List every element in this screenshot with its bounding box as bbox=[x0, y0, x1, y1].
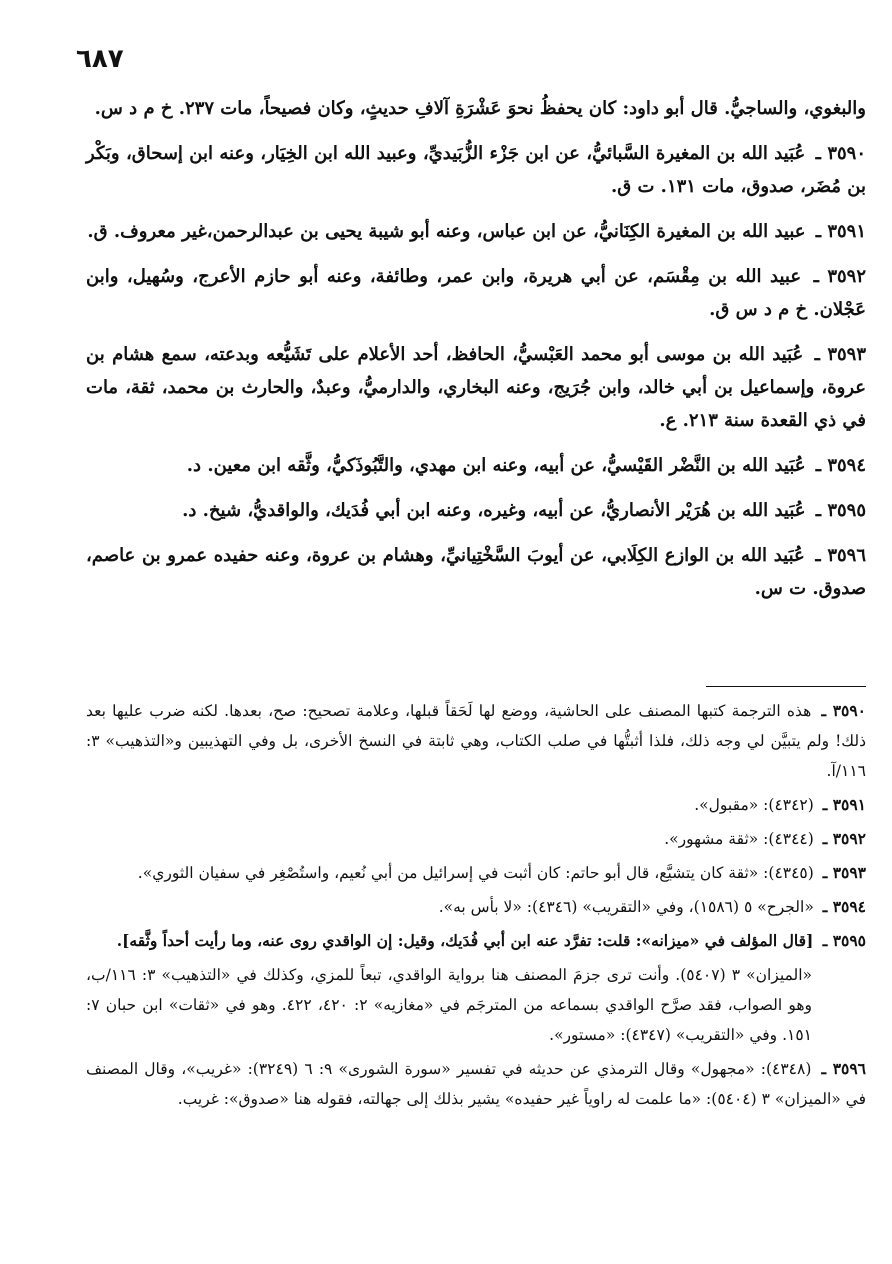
entry-3593 bbox=[86, 338, 866, 437]
footnotes bbox=[86, 696, 866, 1118]
footnote-text: (٤٣٤٢): «مقبول». bbox=[694, 796, 814, 814]
entry-3592 bbox=[86, 260, 866, 326]
footnote-text: هذه الترجمة كتبها المصنف على الحاشية، ووضع لها لَحَقاً قبلها، وعلامة تصحيح: صح، بعدها. لكنه ضرب عليها بعد ذلك! ولم يتبيَّن لي وجه ذلك، فلذا أثبتُّها في صلب الكتاب، وهي ثابتة في النسخ الأخرى، بل وفي التهذيبين و«التذهيب» ٣: ١١٦/آ. bbox=[86, 702, 866, 780]
entry-3594 bbox=[86, 449, 866, 482]
footnote-3595-continuation bbox=[86, 960, 866, 1050]
footnote-text: (٤٣٤٤): «ثقة مشهور». bbox=[664, 830, 814, 848]
footnote-text: (٤٣٤٥): «ثقة كان يتشيَّع، قال أبو حاتم: كان أثبت في إسرائيل من أبي نُعيم، واستُصْغِر في سفيان الثوري». bbox=[137, 864, 814, 882]
entry-text: عُبَيد الله بن هُرَيْر الأنصاريُّ، عن أبيه، وغيره، وعنه ابن أبي فُدَيك، والواقديُّ، شيخ. د. bbox=[182, 500, 806, 521]
footnote-text: «الجرح» ٥ (١٥٨٦)، وفي «التقريب» (٤٣٤٦): «لا بأس به». bbox=[438, 898, 814, 916]
footnote-3594 bbox=[86, 892, 866, 922]
footnote-3590 bbox=[86, 696, 866, 786]
entry-text: عبيد الله بن مِقْسَم، عن أبي هريرة، وابن عمر، وطائفة، وعنه أبو حازم الأعرج، وسُهيل، وابن عَجْلان. خ م د س ق. bbox=[86, 266, 866, 320]
entry-3595 bbox=[86, 494, 866, 527]
footnote-number: ٣٥٩٠ ـ bbox=[821, 701, 867, 720]
footnote-3592 bbox=[86, 824, 866, 854]
entry-3591 bbox=[86, 215, 866, 248]
entry-number: ٣٥٩٠ ـ bbox=[815, 143, 866, 164]
footnote-number: ٣٥٩٤ ـ bbox=[822, 897, 866, 916]
footnote-text: (٤٣٤٨): «مجهول» وقال الترمذي عن حديثه في تفسير «سورة الشورى» ٩: ٦ (٣٢٤٩): «غريب»، وقال المصنف في «الميزان» ٣ (٥٤٠٤): «ما علمت له راوياً غير حفيده» يشير بذلك إلى جهالته، فقوله هنا «صدوق»: غريب. bbox=[86, 1060, 866, 1108]
main-text bbox=[86, 92, 866, 617]
footnote-number: ٣٥٩٦ ـ bbox=[821, 1059, 866, 1078]
entry-text: عُبَيد الله بن الوازع الكِلَابي، عن أيوبَ السَّخْتِيانيِّ، وهشام بن عروة، وعنه حفيده عمرو بن عاصم، صدوق. ت س. bbox=[86, 545, 866, 599]
footnote-number: ٣٥٩٥ ـ bbox=[822, 931, 866, 950]
entry-continuation bbox=[86, 92, 866, 125]
footnote-text: [قال المؤلف في «ميزانه»: قلت: تفرَّد عنه ابن أبي فُدَيك، وقيل: إن الواقدي روى عنه، وما رأيت أحداً وثَّقه]. bbox=[116, 931, 814, 950]
entry-number: ٣٥٩٦ ـ bbox=[815, 545, 866, 566]
entry-text: والبغوي، والساجيُّ. قال أبو داود: كان يحفظُ نحوَ عَشْرَةِ آلافِ حديثٍ، وكان فصيحاً، مات ٢٣٧. خ م د س. bbox=[94, 98, 866, 119]
footnote-divider bbox=[706, 686, 866, 687]
entry-text: عبيد الله بن المغيرة الكِنَانيُّ، عن ابن عباس، وعنه أبو شيبة يحيى بن عبدالرحمن،غير معروف. ق. bbox=[87, 221, 806, 242]
footnote-text: «الميزان» ٣ (٥٤٠٧). وأنت ترى جزمَ المصنف هنا برواية الواقدي، تبعاً للمزي، وكذلك في «التذهيب» ٣: ١١٦/ب، وهو الصواب، فقد صرَّح الواقدي بسماعه من المترجَم في «مغازيه» ٢: ٤٢٠، ٤٢٢. وهو في «ثقات» ابن حبان ٧: ١٥١. وفي «التقريب» (٤٣٤٧): «مستور». bbox=[86, 966, 813, 1044]
entry-number: ٣٥٩١ ـ bbox=[815, 221, 866, 242]
entry-3590 bbox=[86, 137, 866, 203]
page-number: ٦٨٧ bbox=[76, 44, 124, 74]
entry-number: ٣٥٩٣ ـ bbox=[814, 344, 866, 365]
entry-number: ٣٥٩٥ ـ bbox=[815, 500, 866, 521]
entry-text: عُبَيد الله بن موسى أبو محمد العَبْسيُّ، الحافظ، أحد الأعلام على تَشَيُّعه وبدعته، سمع هشام بن عروة، وإسماعيل بن أبي خالد، وابن جُرَيج، وعنه البخاري، والدارميُّ، وعبدٌ، والحارث بن محمد، ثقة، مات في ذي القعدة سنة ٢١٣. ع. bbox=[86, 344, 866, 431]
footnote-number: ٣٥٩٢ ـ bbox=[822, 829, 866, 848]
entry-number: ٣٥٩٤ ـ bbox=[815, 455, 866, 476]
entry-3596 bbox=[86, 539, 866, 605]
footnote-3595 bbox=[86, 926, 866, 956]
entry-text: عُبَيد الله بن المغيرة السَّبائيُّ، عن ابن جَزْء الزُّبَيديِّ، وعبيد الله ابن الخِيَار، وعنه ابن إسحاق، وبَكْر بن مُضَر، صدوق، مات ١٣١. ت ق. bbox=[86, 143, 866, 197]
footnote-number: ٣٥٩١ ـ bbox=[822, 795, 866, 814]
entry-text: عُبَيد الله بن النَّضْر القَيْسيُّ، عن أبيه، وعنه ابن مهدي، والتَّبُوذَكيُّ، وثَّقه ابن معين. د. bbox=[186, 455, 806, 476]
footnote-number: ٣٥٩٣ ـ bbox=[822, 863, 866, 882]
footnote-3596 bbox=[86, 1054, 866, 1114]
footnote-3593 bbox=[86, 858, 866, 888]
entry-number: ٣٥٩٢ ـ bbox=[813, 266, 866, 287]
footnote-3591 bbox=[86, 790, 866, 820]
